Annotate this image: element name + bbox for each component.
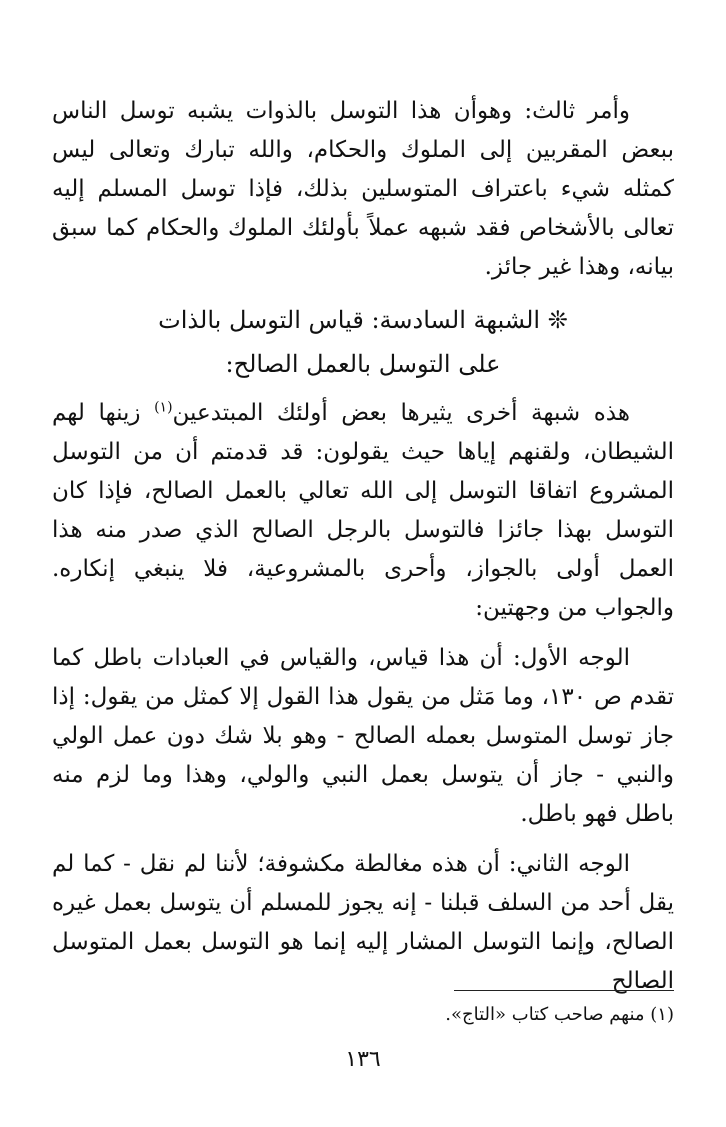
footnote-text: (١) منهم صاحب كتاب «التاج». xyxy=(445,1004,674,1025)
paragraph-sixth-doubt xyxy=(52,394,674,628)
page-number: ١٣٦ xyxy=(345,1047,381,1072)
footnote-divider xyxy=(454,990,674,991)
paragraph-first-aspect: الوجه الأول: أن هذا قياس، والقياس في العبادات باطل كما تقدم ص ١٣٠، وما مَثل من يقول هذا القول إلا كمثل من يقول: إذا جاز توسل المتوسل بعمله الصالح - وهو بلا شك دون عمل الولي والنبي - جاز أن يتوسل بعمل النبي والولي، وهذا وما لزم منه باطل فهو باطل. xyxy=(52,645,674,827)
paragraph-second-aspect: الوجه الثاني: أن هذه مغالطة مكشوفة؛ لأننا لم نقل - كما لم يقل أحد من السلف قبلنا - إنه يجوز للمسلم أن يتوسل بعمل غيره الصالح، وإنما التوسل المشار إليه إنما هو التوسل بعمل المتوسل الصالح xyxy=(52,851,674,994)
section-heading-line-2: على التوسل بالعمل الصالح: xyxy=(225,350,501,378)
book-page xyxy=(52,92,674,1127)
paragraph-sixth-doubt-rest: زينها لهم الشيطان، ولقنهم إياها حيث يقولون: قد قدمتم أن من التوسل المشروع اتفاقا التوسل إلى الله تعالي بالعمل الصالح، فإذا كان التوسل بهذا جائزا فالتوسل بالرجل الصالح الذي صدر منه هذا العمل أولى بالجواز، وأحرى بالمشروعية، فلا ينبغي إنكاره. والجواب من وجهتين: xyxy=(52,400,674,621)
paragraph-sixth-doubt-start: هذه شبهة أخرى يثيرها بعض أولئك المبتدعين xyxy=(172,400,630,426)
section-heading-line-1: ❊ الشبهة السادسة: قياس التوسل بالذات xyxy=(158,306,568,334)
footnote-reference: (١) xyxy=(154,399,173,416)
paragraph-third-matter: وأمر ثالث: وهوأن هذا التوسل بالذوات يشبه توسل الناس ببعض المقربين إلى الملوك والحكام، والله تبارك وتعالى ليس كمثله شيء باعتراف المتوسلين بذلك، فإذا توسل المسلم إليه تعالى بالأشخاص فقد شبهه عملاً بأولئك الملوك والحكام كما سبق بيانه، وهذا غير جائز. xyxy=(52,98,674,280)
